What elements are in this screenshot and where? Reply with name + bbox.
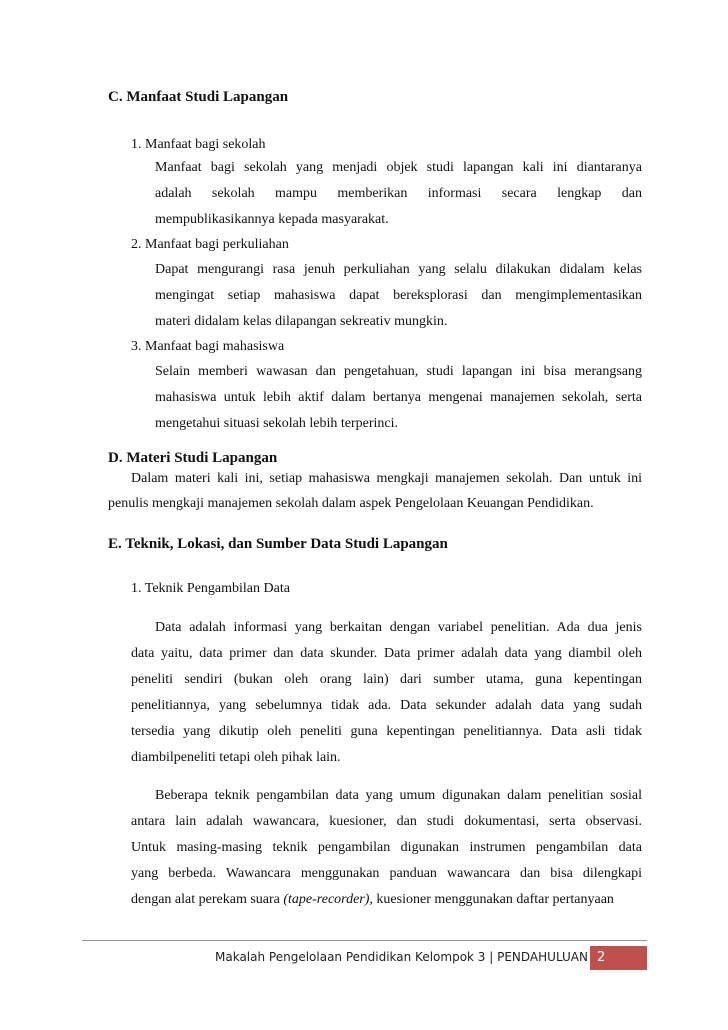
section-d-line-1: Dalam materi kali ini, setiap mahasiswa mengkaji manajemen sekolah. Dan untuk ini xyxy=(131,471,642,486)
item-3-title: 3. Manfaat bagi mahasiswa xyxy=(131,339,285,354)
item-1-line-1: Manfaat bagi sekolah yang menjadi objek studi lapangan kali ini diantaranya xyxy=(155,160,642,175)
para1-line-3: peneliti sendiri (bukan oleh orang lain) dari sumber utama, guna kepentingan xyxy=(131,672,642,687)
page-number-badge: 2 xyxy=(590,946,647,970)
item-1-title: 1. Manfaat bagi sekolah xyxy=(131,137,266,152)
footer-title: Makalah Pengelolaan Pendidikan Kelompok 3 | PENDAHULUAN xyxy=(215,950,588,964)
para1-line-1: Data adalah informasi yang berkaitan dengan variabel penelitian. Ada dua jenis xyxy=(155,620,642,635)
para1-line-6: diambilpeneliti tetapi oleh pihak lain. xyxy=(131,750,341,765)
item-2-title: 2. Manfaat bagi perkuliahan xyxy=(131,237,289,252)
item-1-line-2: adalah sekolah mampu memberikan informasi secara lengkap dan xyxy=(155,186,642,201)
para2-line-1: Beberapa teknik pengambilan data yang umum digunakan dalam penelitian sosial xyxy=(155,788,642,803)
para2-line-5-start: dengan alat perekam suara xyxy=(131,892,284,907)
para2-line-3: Untuk masing-masing teknik pengambilan digunakan instrumen pengambilan data xyxy=(131,840,642,855)
para1-line-4: penelitiannya, yang sebelumnya tidak ada. Data sekunder adalah data yang sudah xyxy=(131,698,642,713)
item-2-line-1: Dapat mengurangi rasa jenuh perkuliahan yang selalu dilakukan didalam kelas xyxy=(155,262,642,277)
item-3-line-3: mengetahui situasi sekolah lebih terperinci. xyxy=(155,416,398,431)
item-2-line-3: materi didalam kelas dilapangan sekreativ mungkin. xyxy=(155,314,448,329)
section-e-heading: E. Teknik, Lokasi, dan Sumber Data Studi Lapangan xyxy=(108,536,448,552)
para2-line-5 xyxy=(131,892,642,908)
item-1-line-3: mempublikasikannya kepada masyarakat. xyxy=(155,212,389,227)
item-2-line-2: mengingat setiap mahasiswa dapat bereksplorasi dan mengimplementasikan xyxy=(155,288,642,303)
item-3-line-1: Selain memberi wawasan dan pengetahuan, studi lapangan ini bisa merangsang xyxy=(155,364,642,379)
para1-line-5: tersedia yang dikutip oleh peneliti guna kepentingan penelitiannya. Data asli tidak xyxy=(131,724,642,739)
tape-recorder-term: (tape-recorder) xyxy=(283,892,370,907)
para1-line-2: data yaitu, data primer dan data skunder. Data primer adalah data yang diambil oleh xyxy=(131,646,642,661)
para2-line-5-end: , kuesioner menggunakan daftar pertanyaan xyxy=(369,892,614,907)
footer-divider xyxy=(82,940,647,941)
section-d-line-2: penulis mengkaji manajemen sekolah dalam aspek Pengelolaan Keuangan Pendidikan. xyxy=(108,496,594,511)
section-e-item-1-title: 1. Teknik Pengambilan Data xyxy=(131,581,290,596)
section-c-heading: C. Manfaat Studi Lapangan xyxy=(108,89,289,105)
item-3-line-2: mahasiswa untuk lebih aktif dalam bertanya mengenai manajemen sekolah, serta xyxy=(155,390,642,405)
para2-line-2: antara lain adalah wawancara, kuesioner, dan studi dokumentasi, serta observasi. xyxy=(131,814,642,829)
para2-line-4: yang berbeda. Wawancara menggunakan panduan wawancara dan bisa dilengkapi xyxy=(131,866,642,881)
section-d-heading: D. Materi Studi Lapangan xyxy=(108,450,278,466)
